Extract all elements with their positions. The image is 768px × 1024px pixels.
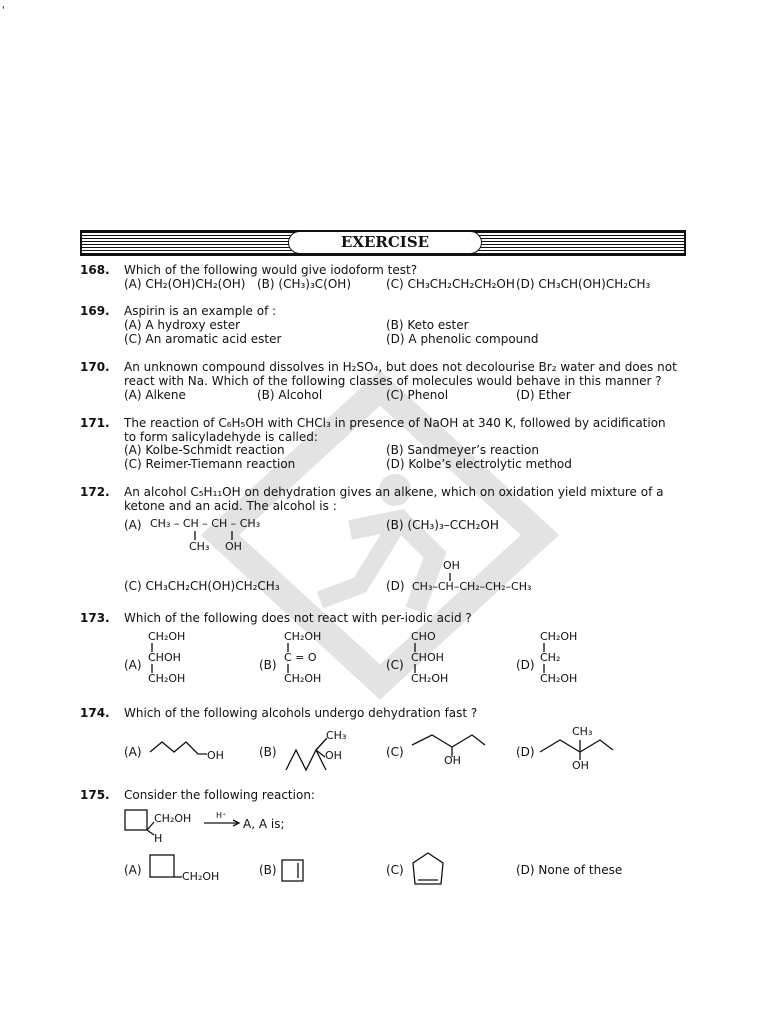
q172-option-d-oh: OH [443, 559, 460, 572]
q169-number: 169. [80, 304, 110, 318]
q174-option-b-oh: OH [325, 749, 342, 762]
q172-option-b: (B) (CH₃)₃–CCH₂OH [386, 518, 499, 532]
q174-option-c-label: (C) [386, 745, 404, 759]
q175-option-a-group: CH₂OH [182, 870, 220, 883]
q174-option-b-ch3: CH₃ [326, 729, 347, 742]
q168-option-a: (A) CH₂(OH)CH₂(OH) [124, 277, 246, 291]
q171-text-line2: to form salicyladehyde is called: [124, 430, 318, 444]
q171-text-line1: The reaction of C₆H₅OH with CHCl₃ in presence of NaOH at 340 K, followed by acidification [124, 416, 666, 430]
q168-option-d: (D) CH₃CH(OH)CH₂CH₃ [516, 277, 651, 291]
q169-option-b: (B) Keto ester [386, 318, 469, 332]
q175-arrow-label: H⁺ [216, 811, 227, 820]
q173-option-b-line1: CH₂OH [284, 630, 322, 643]
q170-option-b: (B) Alcohol [257, 388, 323, 402]
q175-number: 175. [80, 788, 110, 802]
q174-option-d-oh: OH [572, 759, 589, 772]
q174-option-b-label: (B) [259, 745, 277, 759]
q170-option-d: (D) Ether [516, 388, 571, 402]
q170-option-a: (A) Alkene [124, 388, 186, 402]
q173-option-c-line2: CHOH [411, 651, 444, 664]
q175-option-b-label: (B) [259, 863, 277, 877]
q172-text-line2: ketone and an acid. The alcohol is : [124, 499, 337, 513]
q175-option-d: (D) None of these [516, 863, 623, 877]
q169-option-c: (C) An aromatic acid ester [124, 332, 282, 346]
q175-option-c-label: (C) [386, 863, 404, 877]
q171-option-a: (A) Kolbe-Schmidt reaction [124, 443, 285, 457]
q173-option-b-line3: CH₂OH [284, 672, 322, 685]
q175-reactant-h: H [154, 832, 163, 845]
q173-text: Which of the following does not react with per-iodic acid ? [124, 611, 472, 625]
q174-number: 174. [80, 706, 110, 720]
q168-text: Which of the following would give iodoform test? [124, 263, 418, 277]
q172-option-a-formula: CH₃ – CH – CH – CH₃ [150, 517, 261, 530]
q171-number: 171. [80, 416, 110, 430]
q170-text-line1: An unknown compound dissolves in H₂SO₄, but does not decolourise Br₂ water and does not [124, 360, 677, 374]
q172-option-d-label: (D) [386, 579, 405, 593]
q168-option-b: (B) (CH₃)₃C(OH) [257, 277, 352, 291]
q170-text-line2: react with Na. Which of the following classes of molecules would behave in this manner ? [124, 374, 662, 388]
q172-option-a-oh: OH [225, 540, 242, 553]
q171-option-b: (B) Sandmeyer’s reaction [386, 443, 539, 457]
q172-option-c: (C) CH₃CH₂CH(OH)CH₂CH₃ [124, 579, 280, 593]
q173-option-d-line1: CH₂OH [540, 630, 578, 643]
q173-option-a-line1: CH₂OH [148, 630, 186, 643]
exercise-title: EXERCISE [288, 231, 482, 254]
q174-option-c-oh: OH [444, 754, 461, 767]
q168-number: 168. [80, 263, 110, 277]
q172-option-d-formula: CH₃–CH–CH₂–CH₂–CH₃ [412, 580, 532, 593]
q173-option-a-line2: CHOH [148, 651, 181, 664]
q169-option-d: (D) A phenolic compound [386, 332, 539, 346]
q173-option-d-label: (D) [516, 658, 535, 672]
q174-text: Which of the following alcohols undergo dehydration fast ? [124, 706, 478, 720]
q171-option-d: (D) Kolbe’s electrolytic method [386, 457, 572, 471]
q174-option-a-label: (A) [124, 745, 142, 759]
q175-text: Consider the following reaction: [124, 788, 315, 802]
q173-option-a-label: (A) [124, 658, 142, 672]
q172-option-a-label: (A) [124, 518, 142, 532]
q175-option-c-structure [0, 0, 1, 1]
q168-option-c: (C) CH₃CH₂CH₂CH₂OH [386, 277, 515, 291]
q169-text: Aspirin is an example of : [124, 304, 277, 318]
q174-option-d-ch3: CH₃ [572, 725, 593, 738]
q169-option-a: (A) A hydroxy ester [124, 318, 241, 332]
q173-option-a-line3: CH₂OH [148, 672, 186, 685]
q170-option-c: (C) Phenol [386, 388, 449, 402]
q173-option-c-line3: CH₂OH [411, 672, 449, 685]
q171-option-c: (C) Reimer-Tiemann reaction [124, 457, 296, 471]
corner-mark: ' [2, 5, 5, 16]
q173-option-d-line2: CH₂ [540, 651, 561, 664]
q175-reactant-group: CH₂OH [154, 812, 192, 825]
q173-option-b-line2: C = O [284, 651, 317, 664]
q173-option-c-label: (C) [386, 658, 404, 672]
q170-number: 170. [80, 360, 110, 374]
q172-text-line1: An alcohol C₅H₁₁OH on dehydration gives an alkene, which on oxidation yield mixture of a [124, 485, 664, 499]
q175-option-a-label: (A) [124, 863, 142, 877]
q172-option-a-ch3: CH₃ [189, 540, 210, 553]
q172-number: 172. [80, 485, 110, 499]
q175-product: A, A is; [243, 817, 285, 831]
q173-option-b-label: (B) [259, 658, 277, 672]
q173-number: 173. [80, 611, 110, 625]
q173-option-d-line3: CH₂OH [540, 672, 578, 685]
q174-option-a-oh: OH [207, 749, 224, 762]
q173-option-c-line1: CHO [411, 630, 436, 643]
q174-option-d-label: (D) [516, 745, 535, 759]
